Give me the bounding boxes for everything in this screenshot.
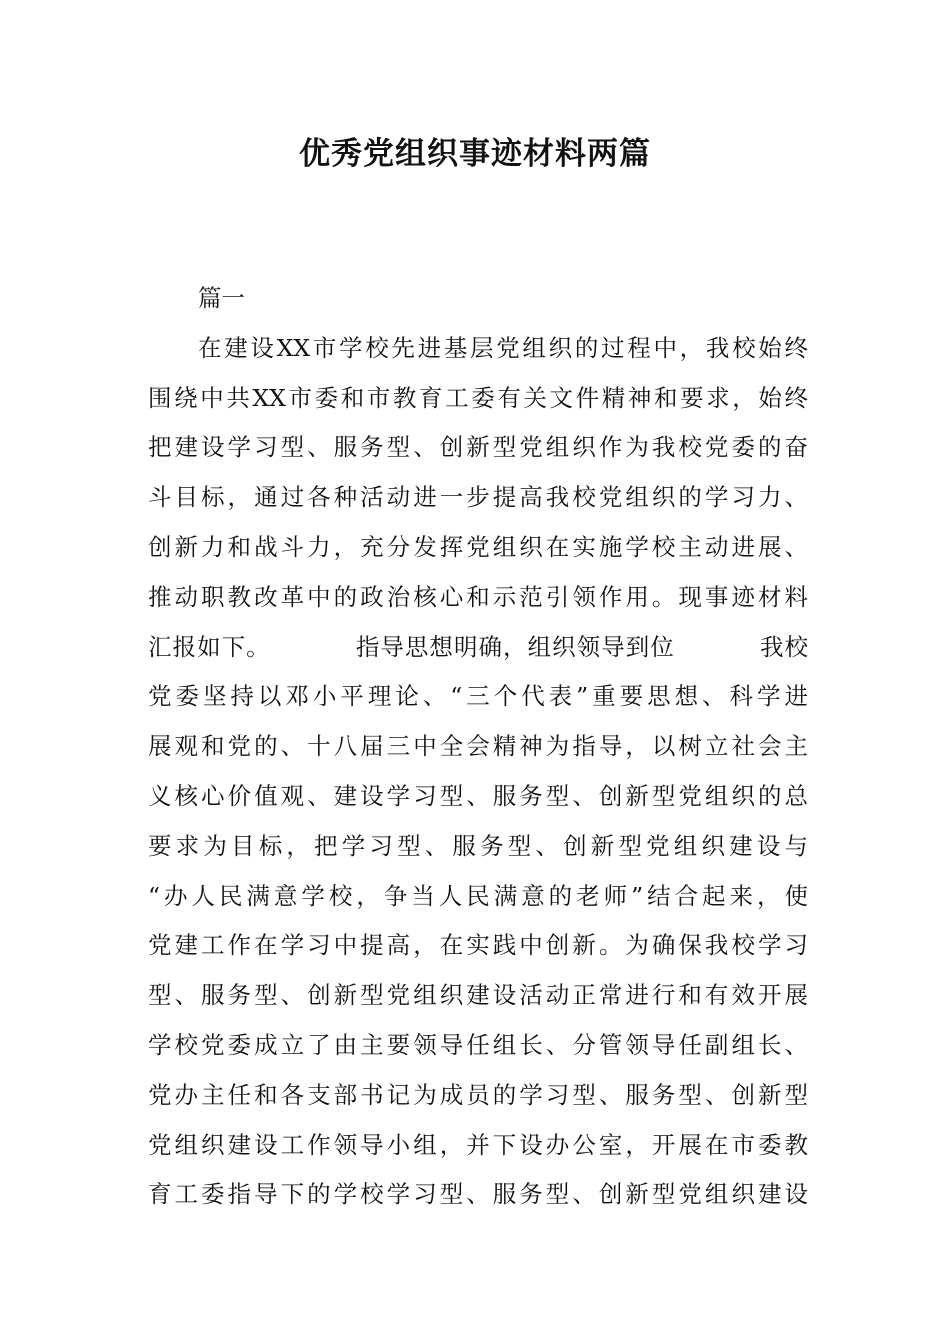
paragraph-line: 推动职教改革中的政治核心和示范引领作用。现事迹材料 — [148, 582, 808, 611]
paragraph-line: 创新力和战斗力，充分发挥党组织在实施学校主动进展、 — [148, 532, 808, 561]
paragraph-line: 党委坚持以邓小平理论、“三个代表”重要思想、科学进 — [148, 682, 808, 711]
paragraph-line: 在建设XX市学校先进基层党组织的过程中，我校始终 — [198, 333, 808, 362]
paragraph-line: 围绕中共XX市委和市教育工委有关文件精神和要求，始终 — [148, 383, 808, 412]
paragraph-line: 斗目标，通过各种活动进一步提高我校党组织的学习力、 — [148, 483, 808, 512]
document-body — [148, 274, 808, 1220]
paragraph-line: 要求为目标，把学习型、服务型、创新型党组织建设与 — [148, 831, 808, 860]
paragraph-line: “办人民满意学校，争当人民满意的老师”结合起来，使 — [148, 881, 808, 910]
paragraph-line: 学校党委成立了由主要领导任组长、分管领导任副组长、 — [148, 1030, 808, 1059]
paragraph-line: 展观和党的、十八届三中全会精神为指导，以树立社会主 — [148, 732, 808, 761]
paragraph-line: 义核心价值观、建设学习型、服务型、创新型党组织的总 — [148, 781, 808, 810]
document-title: 优秀党组织事迹材料两篇 — [299, 136, 651, 172]
paragraph-line: 党办主任和各支部书记为成员的学习型、服务型、创新型 — [148, 1080, 808, 1109]
paragraph-line: 育工委指导下的学校学习型、服务型、创新型党组织建设 — [148, 1180, 808, 1209]
paragraph-line: 汇报如下。 指导思想明确，组织领导到位 我校 — [148, 632, 808, 661]
section-heading: 篇一 — [198, 284, 245, 312]
paragraph-line: 党建工作在学习中提高，在实践中创新。为确保我校学习 — [148, 931, 808, 960]
paragraph-line: 把建设学习型、服务型、创新型党组织作为我校党委的奋 — [148, 433, 808, 462]
paragraph-line: 型、服务型、创新型党组织建设活动正常进行和有效开展 — [148, 981, 808, 1010]
paragraph-line: 党组织建设工作领导小组，并下设办公室，开展在市委教 — [148, 1130, 808, 1159]
